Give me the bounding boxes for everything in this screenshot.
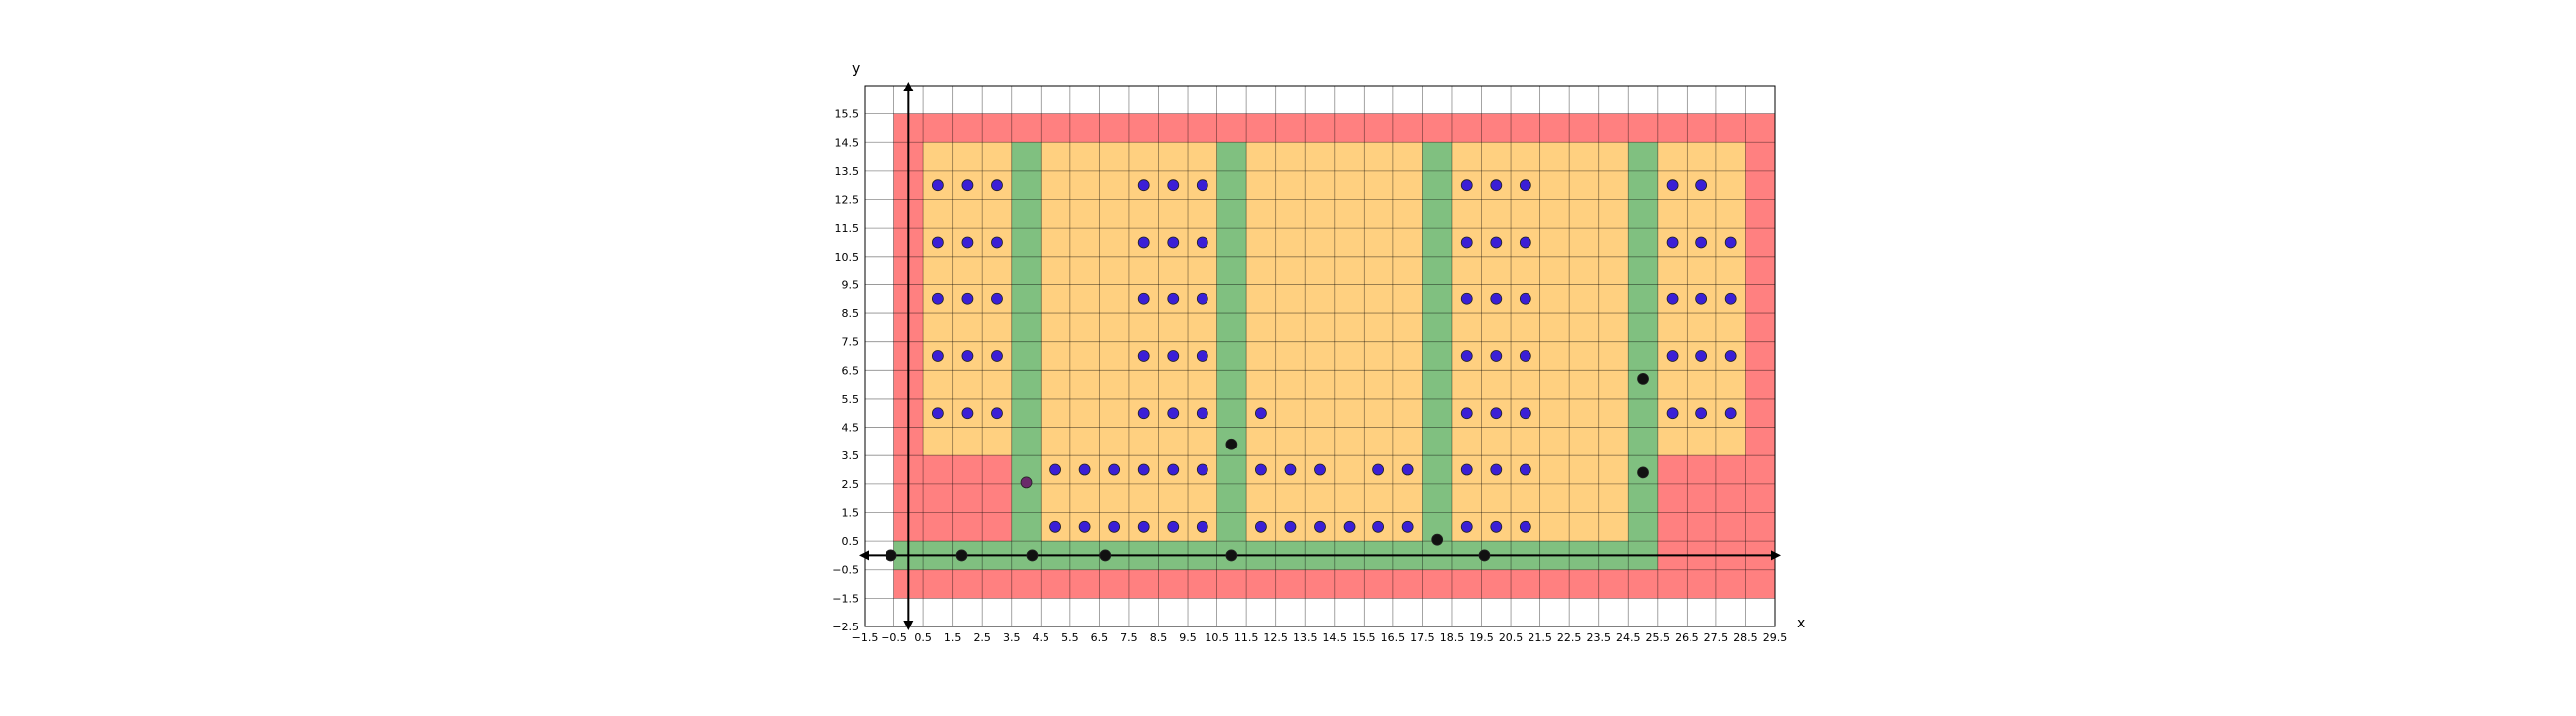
x-tick-label: 26.5	[1675, 631, 1699, 644]
blue-point	[932, 180, 943, 191]
blue-point	[1491, 464, 1502, 475]
blue-point	[1373, 521, 1384, 532]
y-axis-arrow-up	[903, 82, 913, 91]
x-tick-label: 9.5	[1179, 631, 1197, 644]
blue-point	[1461, 180, 1472, 191]
blue-point	[1667, 237, 1678, 248]
blue-point	[1491, 351, 1502, 362]
x-tick-labels	[852, 631, 1788, 644]
y-tick-label: 1.5	[841, 506, 859, 520]
blue-point	[1461, 237, 1472, 248]
x-tick-label: 20.5	[1498, 631, 1524, 644]
x-tick-label: 23.5	[1586, 631, 1611, 644]
black-point	[956, 550, 967, 561]
blue-point	[1491, 237, 1502, 248]
blue-point	[1520, 464, 1530, 475]
x-axis-label: x	[1797, 616, 1806, 631]
black-point	[1479, 550, 1490, 561]
x-tick-label: 22.5	[1556, 631, 1582, 644]
x-tick-label: 25.5	[1645, 631, 1671, 644]
x-tick-label: 12.5	[1263, 631, 1288, 644]
blue-point	[1138, 521, 1149, 532]
y-tick-label: 6.5	[841, 364, 859, 378]
blue-point	[1168, 464, 1179, 475]
y-tick-label: 7.5	[841, 335, 859, 349]
blue-point	[1461, 521, 1472, 532]
blue-point	[1461, 408, 1472, 419]
blue-point	[1667, 351, 1678, 362]
y-tick-label: 4.5	[841, 421, 859, 435]
blue-point	[962, 351, 973, 362]
x-axis-arrow-right	[1771, 550, 1781, 560]
blue-point	[962, 293, 973, 304]
blue-point	[1696, 237, 1707, 248]
x-tick-label: 29.5	[1762, 631, 1788, 644]
blue-point	[1197, 237, 1208, 248]
x-tick-label: 2.5	[973, 631, 991, 644]
y-tick-label: −0.5	[832, 563, 859, 577]
x-tick-label: 17.5	[1410, 631, 1435, 644]
blue-point	[962, 408, 973, 419]
x-tick-label: 13.5	[1292, 631, 1318, 644]
y-tick-label: 3.5	[841, 449, 859, 463]
blue-point	[1168, 237, 1179, 248]
y-tick-label: 10.5	[834, 250, 859, 264]
blue-point	[1667, 180, 1678, 191]
black-point	[1226, 550, 1237, 561]
blue-point	[1373, 464, 1384, 475]
blue-point	[1461, 351, 1472, 362]
blue-point	[1725, 351, 1736, 362]
blue-point	[1491, 408, 1502, 419]
blue-point	[1109, 521, 1120, 532]
blue-point	[1197, 521, 1208, 532]
y-tick-label: 15.5	[834, 107, 859, 121]
blue-point	[991, 293, 1002, 304]
x-tick-label: 24.5	[1616, 631, 1641, 644]
x-tick-label: 16.5	[1380, 631, 1406, 644]
blue-point	[1491, 521, 1502, 532]
blue-point	[1109, 464, 1120, 475]
blue-point	[991, 237, 1002, 248]
x-tick-label: 8.5	[1149, 631, 1168, 644]
blue-point	[1696, 293, 1707, 304]
blue-point	[1520, 521, 1530, 532]
blue-point	[1138, 464, 1149, 475]
blue-point	[1079, 464, 1090, 475]
black-point	[886, 550, 896, 561]
x-tick-label: 19.5	[1469, 631, 1494, 644]
blue-point	[1667, 408, 1678, 419]
blue-point	[932, 351, 943, 362]
blue-point	[1197, 180, 1208, 191]
x-tick-label: 11.5	[1233, 631, 1259, 644]
blue-point	[1667, 293, 1678, 304]
blue-point	[991, 351, 1002, 362]
blue-point	[1168, 351, 1179, 362]
blue-point	[1520, 351, 1530, 362]
blue-point	[1168, 408, 1179, 419]
blue-point	[1285, 464, 1296, 475]
y-tick-label: 2.5	[841, 477, 859, 491]
blue-point	[1197, 464, 1208, 475]
blue-point	[962, 180, 973, 191]
blue-point	[1491, 293, 1502, 304]
y-tick-label: 0.5	[841, 535, 859, 549]
x-tick-label: 18.5	[1439, 631, 1465, 644]
blue-point	[1168, 521, 1179, 532]
x-tick-label: 4.5	[1032, 631, 1050, 644]
blue-point	[1255, 408, 1266, 419]
black-point	[1638, 373, 1649, 384]
blue-point	[1461, 293, 1472, 304]
x-tick-label: 28.5	[1733, 631, 1758, 644]
blue-point	[1255, 521, 1266, 532]
blue-point	[1079, 521, 1090, 532]
blue-point	[1168, 180, 1179, 191]
x-tick-label: −1.5	[851, 631, 879, 644]
blue-point	[991, 408, 1002, 419]
y-tick-label: 11.5	[834, 222, 859, 236]
blue-point	[1138, 293, 1149, 304]
black-point	[1638, 467, 1649, 478]
blue-point	[1050, 464, 1061, 475]
blue-point	[1285, 521, 1296, 532]
x-tick-label: 6.5	[1090, 631, 1109, 644]
y-tick-label: −2.5	[832, 621, 859, 633]
blue-point	[1168, 293, 1179, 304]
blue-point	[1725, 408, 1736, 419]
blue-point	[1696, 351, 1707, 362]
blue-point	[1197, 408, 1208, 419]
y-axis-label: y	[852, 61, 861, 77]
blue-point	[1050, 521, 1061, 532]
blue-point	[1491, 180, 1502, 191]
black-point	[1100, 550, 1111, 561]
purple-point	[1021, 477, 1032, 488]
blue-point	[1402, 464, 1413, 475]
x-tick-label: 3.5	[1002, 631, 1021, 644]
blue-point	[1315, 464, 1326, 475]
blue-point	[1696, 408, 1707, 419]
blue-point	[1461, 464, 1472, 475]
blue-point	[932, 408, 943, 419]
black-point	[1432, 534, 1443, 545]
blue-point	[1138, 351, 1149, 362]
y-tick-label: 5.5	[841, 392, 859, 406]
blue-point	[1520, 237, 1530, 248]
blue-point	[1696, 180, 1707, 191]
blue-point	[1138, 180, 1149, 191]
y-tick-label: 12.5	[834, 193, 859, 207]
blue-point	[1344, 521, 1355, 532]
y-axis-arrow-down	[903, 621, 913, 630]
blue-point	[1197, 293, 1208, 304]
blue-point	[932, 237, 943, 248]
x-tick-label: 21.5	[1528, 631, 1552, 644]
black-point	[1226, 439, 1237, 449]
y-tick-labels	[832, 108, 859, 633]
x-tick-label: 0.5	[914, 631, 932, 644]
blue-point	[1315, 521, 1326, 532]
blue-point	[1725, 293, 1736, 304]
blue-point	[1255, 464, 1266, 475]
y-tick-label: 8.5	[841, 307, 859, 321]
y-tick-label: 13.5	[834, 164, 859, 178]
x-axis-arrow-left	[859, 550, 869, 560]
x-tick-label: 5.5	[1061, 631, 1079, 644]
y-tick-label: 9.5	[841, 278, 859, 292]
y-tick-label: 14.5	[834, 136, 859, 150]
black-point	[1027, 550, 1038, 561]
blue-point	[932, 293, 943, 304]
y-tick-label: −1.5	[832, 592, 859, 606]
x-tick-label: 7.5	[1120, 631, 1138, 644]
blue-point	[1520, 408, 1530, 419]
blue-point	[1138, 237, 1149, 248]
blue-point	[991, 180, 1002, 191]
x-tick-label: 15.5	[1352, 631, 1376, 644]
x-tick-label: 14.5	[1322, 631, 1348, 644]
x-tick-label: 10.5	[1205, 631, 1229, 644]
blue-point	[1520, 180, 1530, 191]
blue-point	[1725, 237, 1736, 248]
blue-point	[1197, 351, 1208, 362]
blue-point	[962, 237, 973, 248]
x-tick-label: −0.5	[881, 631, 907, 644]
x-tick-label: 27.5	[1703, 631, 1729, 644]
blue-point	[1520, 293, 1530, 304]
x-tick-label: 1.5	[943, 631, 962, 644]
blue-point	[1402, 521, 1413, 532]
blue-point	[1138, 408, 1149, 419]
